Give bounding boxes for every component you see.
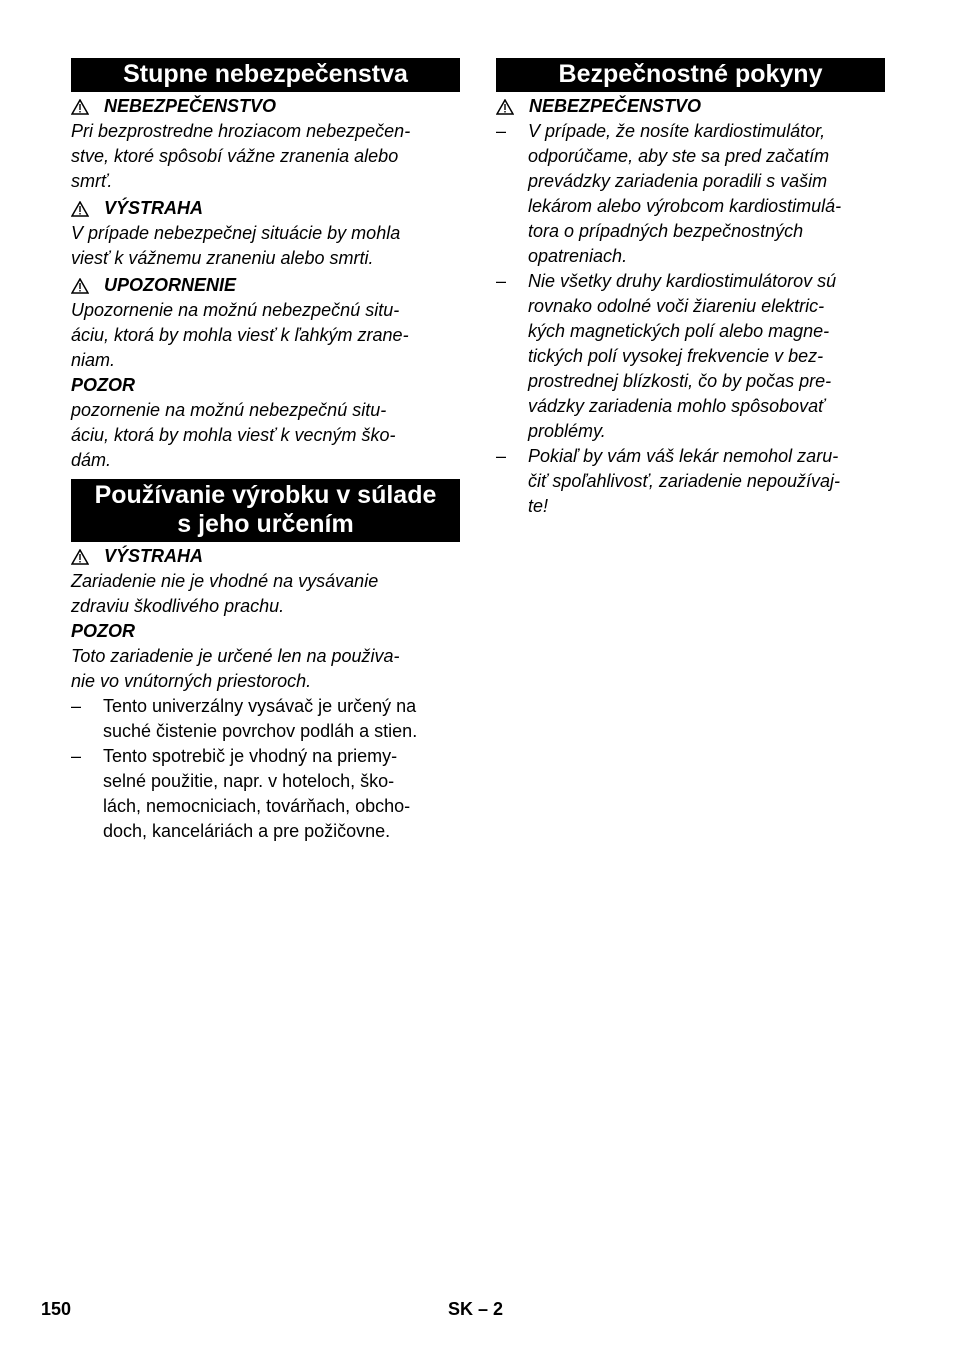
- list-dash: –: [496, 121, 507, 141]
- list-item: [496, 444, 885, 519]
- pozor2-text: Toto zariadenie je určené len na použiva- nie vo vnútorných priestoroch.: [71, 646, 400, 691]
- signal-danger: [496, 94, 885, 119]
- warning-triangle-icon: [71, 278, 89, 294]
- signal-word: VÝSTRAHA: [104, 546, 204, 566]
- signal-word: NEBEZPEČENSTVO: [104, 96, 277, 116]
- list-dash: –: [496, 446, 507, 466]
- signal-danger: [71, 94, 460, 119]
- pozor-text: pozornenie na možnú nebezpečnú situ- áciu, ktorá by mohla viesť k vecným ško- dám.: [71, 400, 396, 470]
- warning-triangle-icon: [71, 201, 89, 217]
- list-item: [496, 119, 885, 269]
- heading-intended-use: [71, 479, 460, 542]
- left-column: [71, 58, 460, 844]
- list-item: [71, 744, 460, 844]
- pozor-label: POZOR: [71, 375, 136, 395]
- list-item-text: Pokiaľ by vám váš lekár nemohol zaru- čiť spoľahlivosť, zariadenie nepoužívaj- te!: [528, 446, 840, 516]
- heading-hazard-levels: Stupne nebezpečenstva: [71, 58, 460, 92]
- warning-triangle-icon: [496, 99, 514, 115]
- list-item: [71, 694, 460, 744]
- right-column: [496, 58, 885, 519]
- danger-text: Pri bezprostredne hroziacom nebezpečen- stve, ktoré spôsobí vážne zranenia alebo smrť.: [71, 121, 411, 191]
- page-number: 150: [41, 1299, 72, 1319]
- warning2-text: Zariadenie nie je vhodné na vysávanie zdraviu škodlivého prachu.: [71, 571, 379, 616]
- signal-warning-2: [71, 544, 460, 569]
- signal-caution: [71, 273, 460, 298]
- heading-intended-use-text: Používanie výrobku v súlade s jeho určením: [94, 481, 437, 538]
- language-page-label: SK – 2: [448, 1299, 504, 1319]
- warning-triangle-icon: [71, 99, 89, 115]
- list-item-text: Tento univerzálny vysávač je určený na suché čistenie povrchov podláh a stien.: [103, 696, 418, 741]
- list-item: [496, 269, 885, 444]
- pozor2-label: POZOR: [71, 621, 136, 641]
- signal-word: UPOZORNENIE: [104, 275, 237, 295]
- list-item-text: Tento spotrebič je vhodný na priemy- selné použitie, napr. v hoteloch, ško- lách, nemocniciach, továrňach, obcho- doch, kanceláriách a pre požičovne.: [103, 746, 411, 841]
- list-dash: –: [496, 271, 507, 291]
- list-dash: –: [71, 746, 82, 766]
- caution-text: Upozornenie na možnú nebezpečnú situ- áciu, ktorá by mohla viesť k ľahkým zrane- niam.: [71, 300, 409, 370]
- list-item-text: Nie všetky druhy kardiostimulátorov sú rovnako odolné voči žiareniu elektric- kých magnetických polí alebo magne- tických polí vysokej frekvencie v bez- prostrednej blízkosti, čo by počas pre- vádzky zariadenia mohlo spôsobovať problémy.: [528, 271, 837, 441]
- signal-warning: [71, 196, 460, 221]
- list-item-text: V prípade, že nosíte kardiostimulátor, odporúčame, aby ste sa pred začatím prevádzky zariadenia poradili s vašim lekárom alebo výrobcom kardiostimulá- tora o prípadných bezpečnostných opatreniach.: [528, 121, 842, 266]
- signal-word: NEBEZPEČENSTVO: [529, 96, 702, 116]
- list-dash: –: [71, 696, 82, 716]
- warning-triangle-icon: [71, 549, 89, 565]
- heading-safety-instructions: Bezpečnostné pokyny: [496, 58, 885, 92]
- signal-word: VÝSTRAHA: [104, 198, 204, 218]
- warning-text: V prípade nebezpečnej situácie by mohla viesť k vážnemu zraneniu alebo smrti.: [71, 223, 401, 268]
